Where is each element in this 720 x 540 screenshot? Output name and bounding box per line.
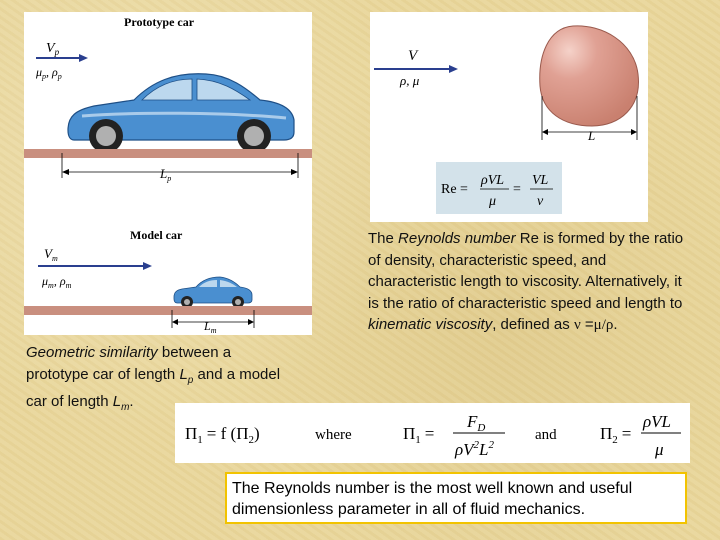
pi-equation-panel: [175, 403, 690, 463]
sphere-velocity-arrow: [374, 65, 458, 73]
svg-text:FD: $F_D$: [467, 412, 486, 434]
svg-text:=: =: [513, 182, 521, 197]
svg-text:μ: μ: [489, 194, 497, 209]
pi-equation: [175, 403, 690, 463]
sphere-props-label: ρ, μ: [400, 73, 420, 88]
model-velocity-label: $V_m$: [44, 246, 58, 263]
prototype-velocity-arrow: [36, 54, 88, 62]
model-velocity-arrow: [38, 262, 152, 270]
svg-text:ρVL: ρVL: [481, 173, 505, 188]
sphere-length-label: L: [588, 128, 596, 143]
where-label: where: [315, 427, 352, 443]
caption-reynolds-number: The Reynolds number Re is formed by the ratio of density, characteristic speed, and characteristic length to viscosity. Alternatively, it is the ratio of characteristic speed and length to kinematic viscosity, defined as ν =μ/ρ.: [368, 230, 684, 333]
body-shape: [540, 26, 639, 126]
model-title: Model car: [130, 228, 183, 242]
prototype-length-label: $L_p$: [160, 166, 172, 183]
prototype-props-label: $\mu_p$, $\rho_p$: [36, 65, 62, 81]
car-figure: [24, 12, 312, 335]
svg-text:Π2=: $\Pi_2$ =: [600, 424, 632, 446]
sphere-figure-panel: [370, 12, 648, 222]
svg-text:Π1= f (Π2): $\Pi_1 = f$ $(\Pi_2)$: [185, 424, 260, 446]
and-label: and: [535, 427, 557, 443]
sphere-velocity-label: V: [408, 48, 418, 64]
svg-text:μ: μ: [655, 440, 664, 459]
car-figure-panel: [24, 12, 312, 335]
model-props-label: $\mu_m$, $\rho_m$: [42, 274, 72, 290]
prototype-car: [68, 74, 294, 153]
svg-text:Π1=: $\Pi_1$ =: [403, 424, 435, 446]
reynolds-note-box: [225, 472, 687, 524]
model-ground: [24, 306, 312, 315]
reynolds-note-text: The Reynolds number is the most well known and useful dimensionless parameter in all of fluid mechanics.: [232, 480, 633, 518]
svg-text:VL: VL: [532, 173, 549, 188]
svg-text:ρV2L2: $\rho V^2L^2$: [455, 439, 495, 459]
prototype-title: Prototype car: [124, 15, 195, 29]
svg-text:ν: ν: [537, 194, 544, 209]
svg-text:Re =: Re =: [441, 182, 468, 197]
model-length-label: $L_m$: [204, 319, 217, 335]
sphere-figure: [370, 12, 648, 222]
prototype-velocity-label: $V_p$: [46, 41, 60, 57]
prototype-ground: [24, 149, 312, 158]
caption-geometric-similarity: Geometric similarity between a prototype car of length $L_p$ and a model car of length $L_m$.: [26, 344, 281, 413]
model-car: [174, 277, 252, 308]
svg-text:ρVL: ρVL: [643, 412, 671, 431]
